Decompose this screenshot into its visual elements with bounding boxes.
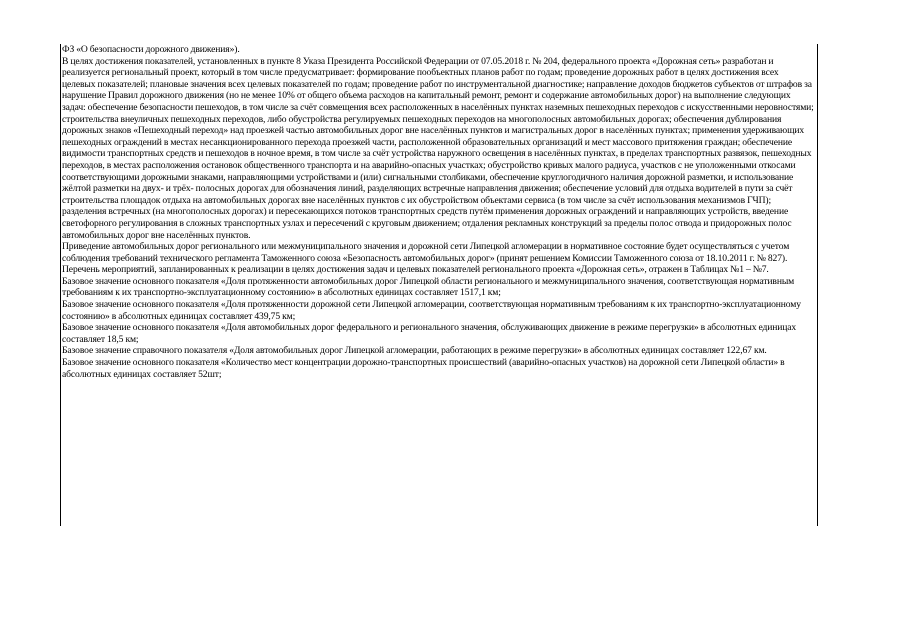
- paragraph-indicator-regional-roads: Базовое значение основного показателя «Доля протяженности автомобильных дорог Липецкой области регионального и межмуниципального значения, соответствующая нормативным требованиям к их транспортно-эксплуатационному состоянию» в абсолютных единицах составляет 1517,1 км;: [62, 275, 795, 299]
- paragraph-indicator-overload: Базовое значение основного показателя «Доля автомобильных дорог федерального и регионального значения, обслуживающих движение в режиме перегрузки» в абсолютных единицах составляет 18,5 км;: [62, 322, 797, 345]
- paragraph-law-reference: ФЗ «О безопасности дорожного движения»).: [62, 44, 240, 55]
- paragraph-indicator-agglomeration-overload: Базовое значение справочного показателя «Доля автомобильных дорог Липецкой агломерации, работающих в режиме перегрузки» в абсолютных единицах составляет 122,67 км.: [62, 345, 767, 357]
- document-body: [62, 44, 816, 380]
- paragraph-normative-state: Приведение автомобильных дорог регионального или межмуниципального значения и дорожной сети Липецкой агломерации в нормативное состояние будет осуществляться с учетом соблюдения требований технического регламента Таможенного союза «Безопасность автомобильных дорог» (принят решением Комиссии Таможенного союза от 18.10.2011 г. № 827).: [62, 241, 790, 264]
- paragraph-regional-project: В целях достижения показателей, установленных в пункте 8 Указа Президента Российской Федерации от 07.05.2018 г. № 204, федерального проекта «Дорожная сеть» разработан и реализуется региональный проект, который в том числе предусматривает: формирование пообъектных планов работ по годам; проведение дорожных работ в целях достижения всех целевых показателей; плановые значения всех целевых показателей по годам; проведение работ по инструментальной диагностике; направление доходов бюджетов субъектов от штрафов за нарушение Правил дорожного движения (но не менее 10% от общего объема расходов на капитальный ремонт, ремонт и содержание автомобильных дорог) на выполнение следующих задач: обеспечение безопасности пешеходов, в том числе за счёт совмещения всех расположенных в населённых пунктах наземных пешеходных переходов с искусственными неровностями; строительства внеуличных пешеходных переходов, либо обустройства регулируемых пешеходных переходов на многополосных автомобильных дорогах; обеспечения дублирования дорожных знаков «Пешеходный переход» над проезжей частью автомобильных дорог вне населённых пунктов и магистральных дорог в населённых пунктах; применения удерживающих пешеходных ограждений в местах несанкционированного перехода проезжей части, расположенной образовательных организаций и мест массового притяжения граждан; обеспечение видимости транспортных средств и пешеходов в ночное время, в том числе за счёт устройства наружного освещения в населённых пунктах, в пределах транспортных развязок, пешеходных переходов, в местах расположения остановок общественного транспорта и на аварийно-опасных участках; обустройство кривых малого радиуса, участков с не уположенными откосами соответствующими дорожными знаками, направляющими устройствами и (или) сигнальными столбиками, обеспечение круглогодичного наличия дорожной разметки, и использование жёлтой разметки на двух- и трёх- полосных дорогах для обозначения линий, разделяющих встречные направления движения; обеспечение условий для отдыха водителей в пути за счёт строительства площадок отдыха на автомобильных дорогах вне населённых пунктов с их обустройством объектами сервиса (в том числе за счёт использования механизмов ГЧП); разделения встречных (на многополосных дорогах) и пересекающихся потоков транспортных средств путём применения дорожных ограждений и направляющих устройств, введение светофорного регулирования в сложных транспортных узлах и пересечений с круговым движением; отдаления рекламных конструкций за пределы полос отвода и придорожных полос автомобильных дорог вне населённых пунктов.: [62, 55, 814, 241]
- paragraph-measures-list: Перечень мероприятий, запланированных к реализации в целях достижения задач и целевых показателей регионального проекта «Дорожная сеть», отражен в Таблицах №1 – №7.: [62, 264, 769, 276]
- paragraph-indicator-agglomeration: Базовое значение основного показателя «Доля протяженности дорожной сети Липецкой агломерации, соответствующая нормативным требованиям к их транспортно-эксплуатационному состоянию» в абсолютных единицах составляет 439,75 км;: [62, 299, 801, 322]
- paragraph-indicator-accident-spots: Базовое значение основного показателя «Количество мест концентрации дорожно-транспортных происшествий (аварийно-опасных участков) на дорожной сети Липецкой области» в абсолютных единицах составляет 52шт;: [62, 357, 785, 380]
